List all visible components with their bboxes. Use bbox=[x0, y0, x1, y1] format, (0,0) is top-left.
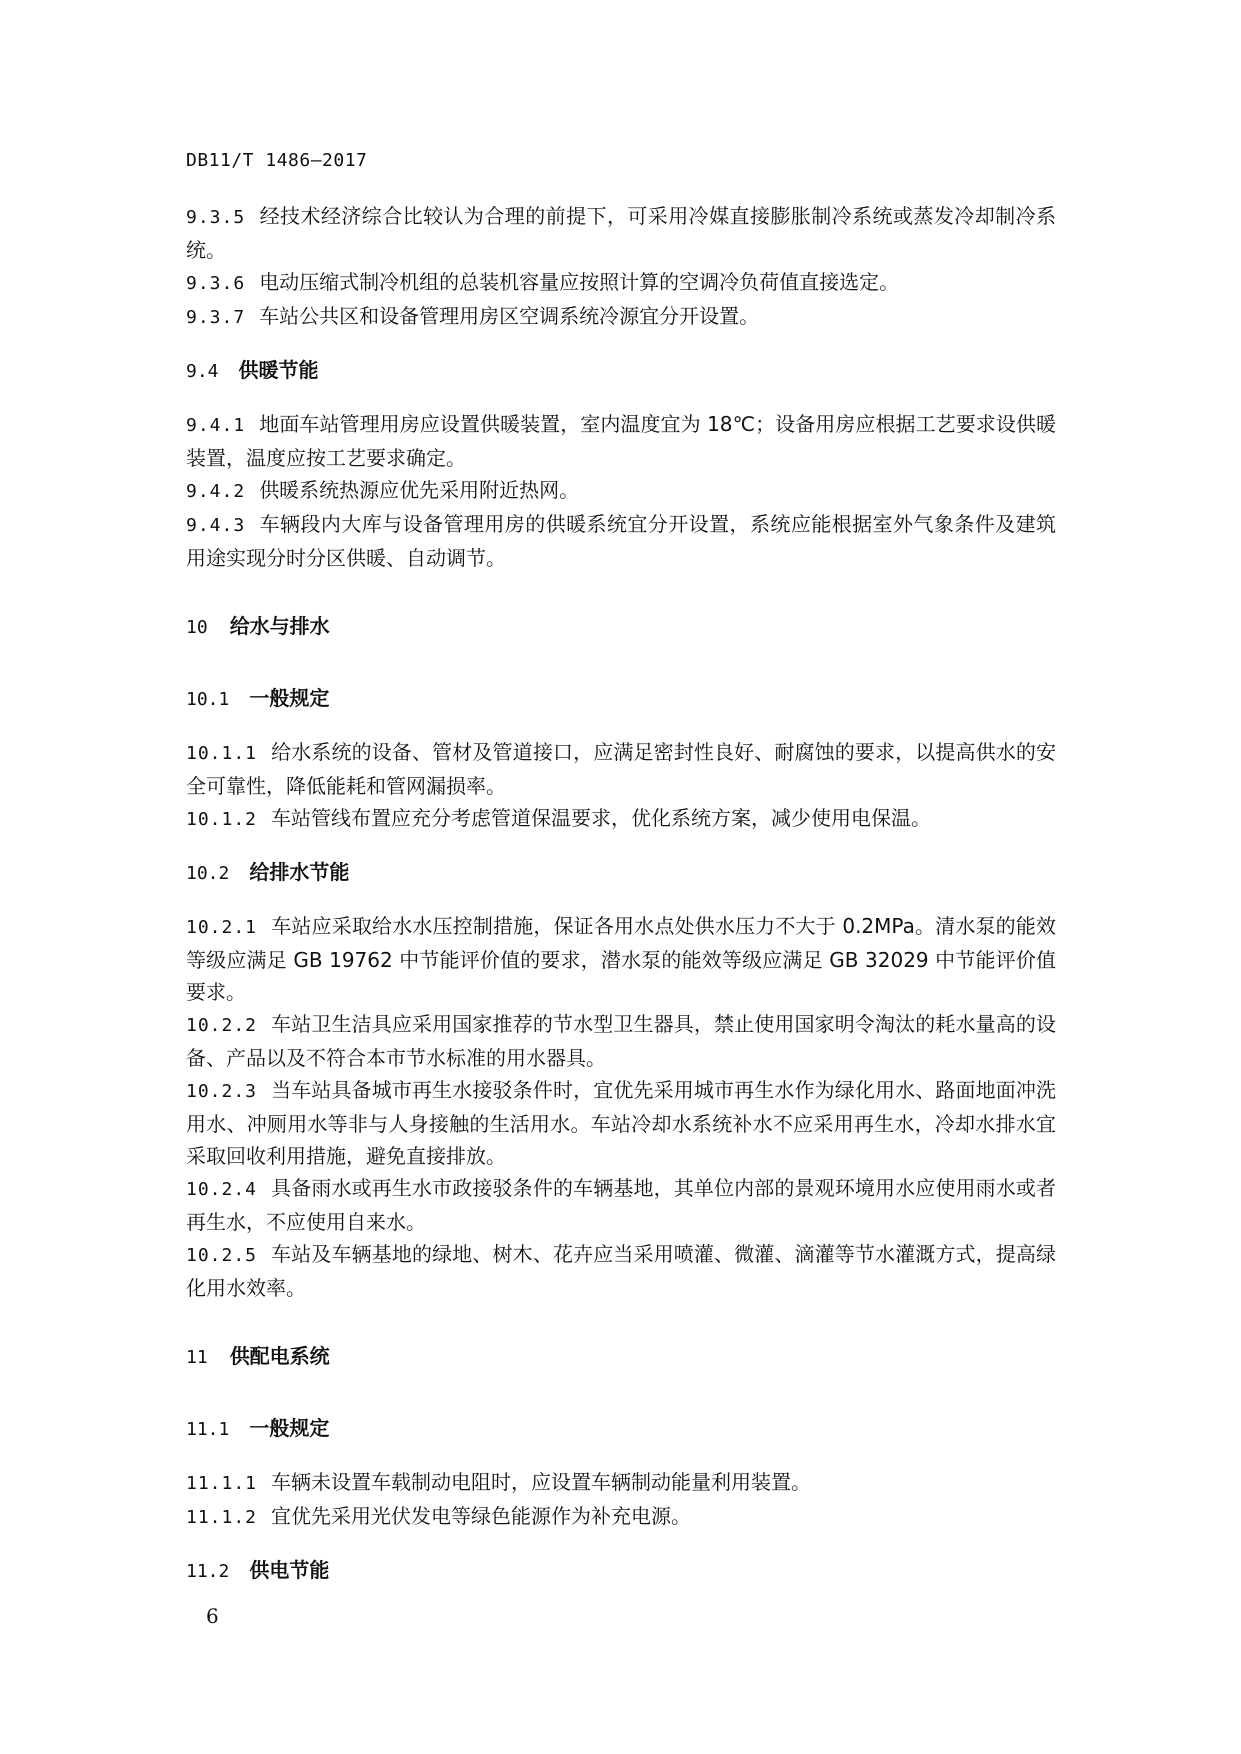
clause-number: 10.2.4 bbox=[186, 1179, 258, 1200]
clause-number: 11.1 bbox=[186, 1419, 230, 1440]
clause-number: 10.2.5 bbox=[186, 1245, 258, 1266]
clause-number: 10.2.1 bbox=[186, 917, 258, 938]
clause-number: 10.2 bbox=[186, 863, 230, 884]
clause-text: 供电节能 bbox=[249, 1558, 330, 1582]
clause-text: 供暖系统热源应优先采用附近热网。 bbox=[259, 478, 580, 502]
clause-paragraph bbox=[186, 1008, 1056, 1074]
clause-paragraph bbox=[186, 408, 1056, 474]
clause-text: 具备雨水或再生水市政接驳条件的车辆基地，其单位内部的景观环境用水应使用雨水或者再生水，不应使用自来水。 bbox=[186, 1176, 1056, 1234]
clause-number: 10.1.2 bbox=[186, 809, 258, 830]
clause-number: 11.1.2 bbox=[186, 1507, 258, 1528]
clause-number: 10.1 bbox=[186, 689, 230, 710]
clause-text: 电动压缩式制冷机组的总装机容量应按照计算的空调冷负荷值直接选定。 bbox=[259, 270, 900, 294]
clause-number: 9.3.5 bbox=[186, 207, 246, 228]
clause-number: 10.2.2 bbox=[186, 1015, 258, 1036]
clause-text: 给排水节能 bbox=[249, 860, 350, 884]
clause-text: 车站卫生洁具应采用国家推荐的节水型卫生器具，禁止使用国家明令淘汰的耗水量高的设备、产品以及不符合本市节水标准的用水器具。 bbox=[186, 1012, 1056, 1070]
clause-text: 车站及车辆基地的绿地、树木、花卉应当采用喷灌、微灌、滴灌等节水灌溉方式，提高绿化用水效率。 bbox=[186, 1242, 1056, 1300]
clause-text: 车站管线布置应充分考虑管道保温要求，优化系统方案，减少使用电保温。 bbox=[271, 806, 932, 830]
clause-text: 车辆未设置车载制动电阻时，应设置车辆制动能量利用装置。 bbox=[271, 1470, 812, 1494]
clause-text: 车站应采取给水水压控制措施，保证各用水点处供水压力不大于 0.2MPa。清水泵的能效等级应满足 GB 19762 中节能评价值的要求，潜水泵的能效等级应满足 GB 32029 中节能评价值要求。 bbox=[186, 914, 1056, 1004]
clause-paragraph bbox=[186, 910, 1056, 1008]
clause-number: 10.2.3 bbox=[186, 1081, 258, 1102]
clause-number: 9.4.1 bbox=[186, 415, 246, 436]
clause-text: 车站公共区和设备管理用房区空调系统冷源宜分开设置。 bbox=[259, 304, 760, 328]
section-heading bbox=[186, 1412, 1056, 1446]
clause-paragraph bbox=[186, 1238, 1056, 1304]
clause-paragraph bbox=[186, 1500, 1056, 1534]
clause-text: 给水系统的设备、管材及管道接口，应满足密封性良好、耐腐蚀的要求，以提高供水的安全可靠性，降低能耗和管网漏损率。 bbox=[186, 740, 1056, 798]
clause-text: 宜优先采用光伏发电等绿色能源作为补充电源。 bbox=[271, 1504, 692, 1528]
page-number: 6 bbox=[206, 1604, 219, 1628]
clause-paragraph bbox=[186, 474, 1056, 508]
section-heading bbox=[186, 354, 1056, 388]
document-id-header: DB11/T 1486—2017 bbox=[186, 150, 368, 171]
clause-paragraph bbox=[186, 1074, 1056, 1172]
clause-text: 车辆段内大库与设备管理用房的供暖系统宜分开设置，系统应能根据室外气象条件及建筑用途实现分时分区供暖、自动调节。 bbox=[186, 512, 1056, 570]
clause-paragraph bbox=[186, 736, 1056, 802]
clause-paragraph bbox=[186, 1466, 1056, 1500]
clause-text: 一般规定 bbox=[249, 1416, 330, 1440]
chapter-heading bbox=[186, 610, 1056, 644]
clause-text: 给水与排水 bbox=[229, 614, 330, 638]
clause-text: 经技术经济综合比较认为合理的前提下，可采用冷媒直接膨胀制冷系统或蒸发冷却制冷系统。 bbox=[186, 204, 1056, 262]
clause-number: 9.4 bbox=[186, 361, 219, 382]
clause-text: 一般规定 bbox=[249, 686, 330, 710]
clause-paragraph bbox=[186, 508, 1056, 574]
clause-number: 9.4.3 bbox=[186, 515, 246, 536]
clause-text: 供暖节能 bbox=[238, 358, 319, 382]
clause-number: 10 bbox=[186, 617, 208, 638]
clause-text: 当车站具备城市再生水接驳条件时，宜优先采用城市再生水作为绿化用水、路面地面冲洗用水、冲厕用水等非与人身接触的生活用水。车站冷却水系统补水不应采用再生水，冷却水排水宜采取回收利用措施，避免直接排放。 bbox=[186, 1078, 1056, 1168]
clause-number: 11 bbox=[186, 1347, 208, 1368]
clause-number: 9.3.7 bbox=[186, 307, 246, 328]
clause-number: 9.3.6 bbox=[186, 273, 246, 294]
section-heading bbox=[186, 682, 1056, 716]
clause-paragraph bbox=[186, 300, 1056, 334]
clause-number: 9.4.2 bbox=[186, 481, 246, 502]
clause-text: 供配电系统 bbox=[229, 1344, 330, 1368]
document-body bbox=[186, 200, 1056, 1608]
section-heading bbox=[186, 1554, 1056, 1588]
clause-number: 11.2 bbox=[186, 1561, 230, 1582]
clause-paragraph bbox=[186, 1172, 1056, 1238]
section-heading bbox=[186, 856, 1056, 890]
clause-paragraph bbox=[186, 200, 1056, 266]
clause-paragraph bbox=[186, 266, 1056, 300]
clause-paragraph bbox=[186, 802, 1056, 836]
clause-number: 10.1.1 bbox=[186, 743, 258, 764]
chapter-heading bbox=[186, 1340, 1056, 1374]
clause-number: 11.1.1 bbox=[186, 1473, 258, 1494]
clause-text: 地面车站管理用房应设置供暖装置，室内温度宜为 18℃；设备用房应根据工艺要求设供暖装置，温度应按工艺要求确定。 bbox=[186, 412, 1056, 470]
